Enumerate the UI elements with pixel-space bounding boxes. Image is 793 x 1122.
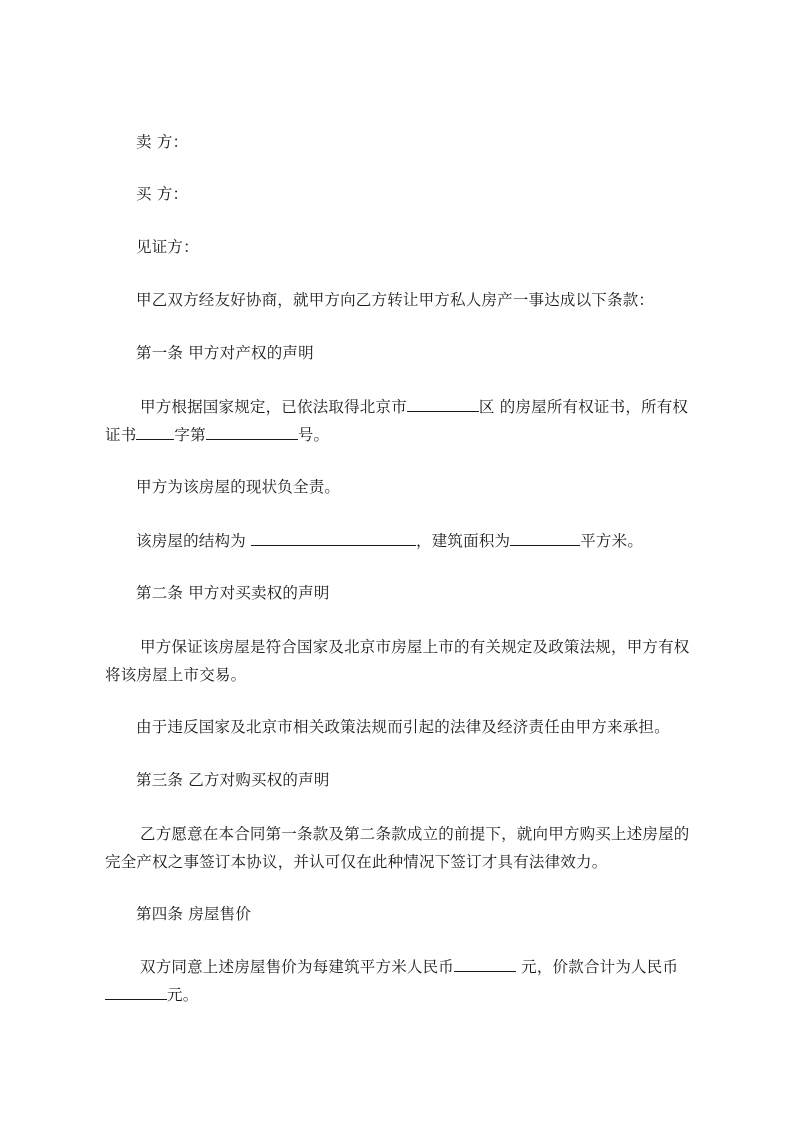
article1-para1	[105, 393, 705, 449]
article1-para1-text-e: 号。	[297, 426, 330, 444]
article3-para1-line2: 完全产权之事签订本协议，并认可仅在此种情况下签订才具有法律效力。	[105, 853, 608, 871]
cert-number-blank	[206, 423, 298, 440]
article2-title: 第二条 甲方对买卖权的声明	[136, 584, 330, 602]
article1-para3-text-a: 该房屋的结构为	[136, 532, 252, 550]
unit-price-blank	[454, 955, 516, 972]
article1-para3-text-b: ，建筑面积为	[416, 532, 511, 550]
article3-para1	[105, 820, 705, 876]
article1-para1-text-b: 区 的房屋所有权证书，所有权	[478, 398, 689, 416]
article1-para1-text-d: 字第	[174, 426, 206, 444]
total-price-blank	[105, 983, 167, 1000]
seller-label: 卖 方：	[136, 133, 189, 151]
cert-prefix-blank	[136, 423, 174, 440]
article1-para1-text-a: 甲方根据国家规定，已依法取得北京市	[140, 398, 407, 416]
article1-title: 第一条 甲方对产权的声明	[136, 344, 314, 362]
buyer-label: 买 方：	[136, 185, 189, 203]
article2-para1-line2: 将该房屋上市交易。	[105, 666, 247, 684]
article4-para1-text-c: 元。	[167, 986, 199, 1004]
article1-para2: 甲方为该房屋的现状负全责。	[136, 478, 341, 496]
article1-para1-text-c: 证书	[105, 426, 137, 444]
article2-para2: 由于违反国家及北京市相关政策法规而引起的法律及经济责任由甲方来承担。	[136, 718, 670, 736]
structure-blank	[251, 529, 416, 546]
preamble: 甲乙双方经友好协商，就甲方向乙方转让甲方私人房产一事达成以下条款：	[136, 291, 655, 309]
article2-para1	[105, 633, 705, 689]
article4-para1-text-a: 双方同意上述房屋售价为每建筑平方米人民币	[140, 958, 455, 976]
area-blank	[510, 529, 580, 546]
article4-title: 第四条 房屋售价	[136, 905, 252, 923]
article1-para3	[136, 527, 736, 555]
witness-label: 见证方：	[136, 238, 199, 256]
article2-para1-line1: 甲方保证该房屋是符合国家及北京市房屋上市的有关规定及政策法规，甲方有权	[140, 638, 690, 656]
district-blank	[407, 395, 479, 412]
article3-para1-line1: 乙方愿意在本合同第一条款及第二条款成立的前提下，就向甲方购买上述房屋的	[140, 825, 690, 843]
article3-title: 第三条 乙方对购买权的声明	[136, 771, 330, 789]
article4-para1-text-b: 元，价款合计为人民币	[516, 958, 679, 976]
article1-para3-text-c: 平方米。	[580, 532, 644, 550]
article4-para1	[105, 953, 705, 1009]
